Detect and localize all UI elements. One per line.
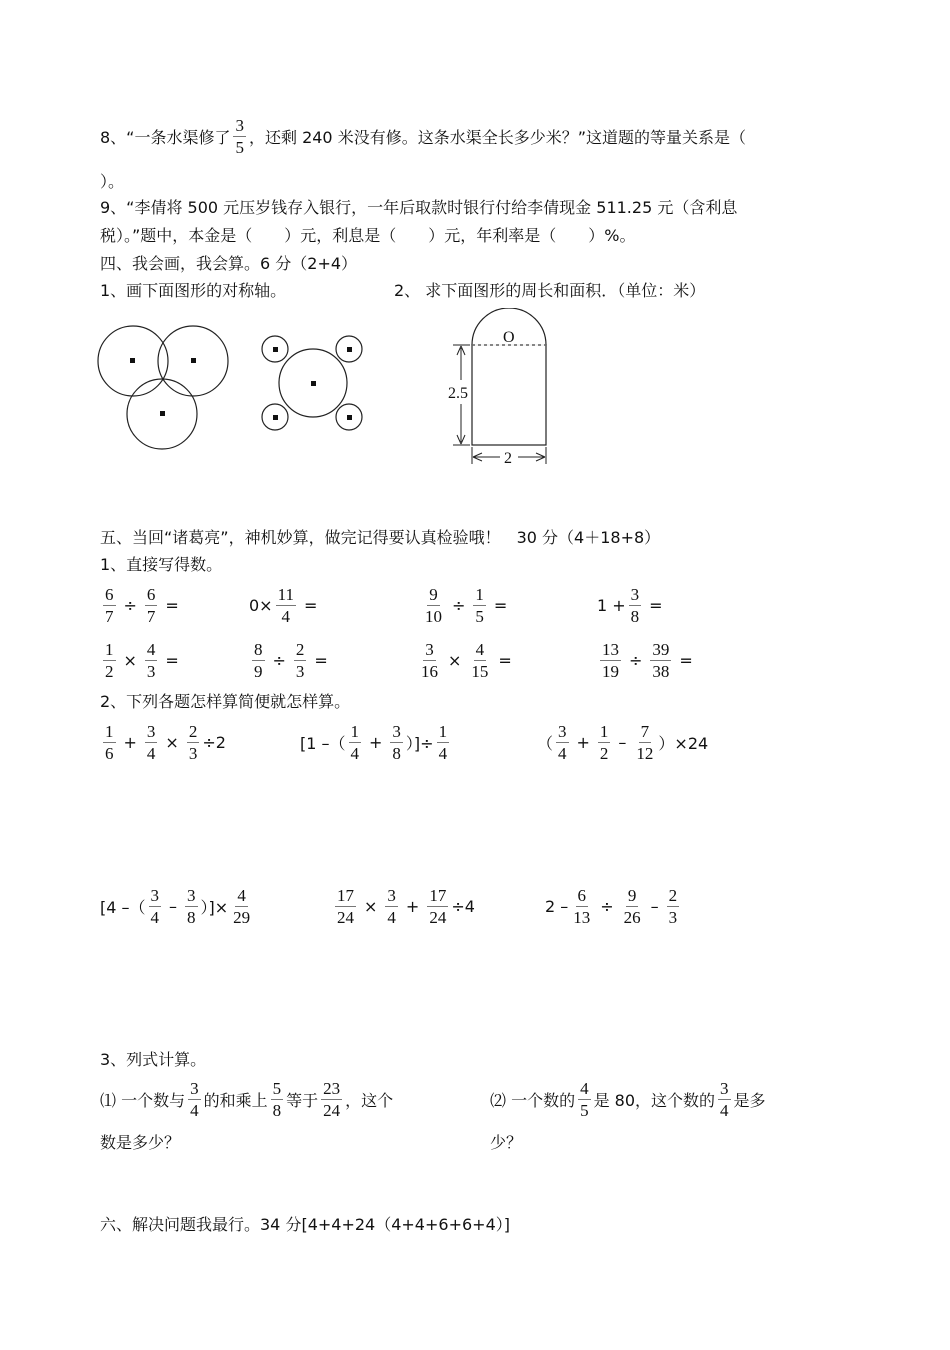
part1-title: 1、直接写得数。 [100, 555, 223, 574]
q8-fraction: 3 5 [235, 116, 244, 157]
width-label: 2 [504, 450, 512, 467]
section6-title: 六、解决问题我最行。34 分[4+4+24（4+4+6+6+4）] [100, 1215, 510, 1234]
center-label: O [503, 329, 515, 346]
three-circles-figure [90, 318, 240, 458]
rectangle-semicircle-figure [440, 308, 560, 473]
five-circles-figure [258, 332, 368, 436]
calc-f: $\frac{8}{9}$ ÷ $\frac{2}{3}$ = [254, 640, 328, 681]
q9-line1: 9、“李倩将 500 元压岁钱存入银行，一年后取款时银行付给李倩现金 511.25 元（含利息 [100, 198, 738, 217]
height-label: 2.5 [448, 385, 468, 402]
simplify-e4: [4 –（ 3 4 – 3 8 ）]× $\frac{4}{29}$ [100, 886, 251, 927]
calc-a: $\frac{6}{7}$ ÷ $\frac{6}{7}$ = [105, 585, 179, 626]
word-problem-1: ⑴ 一个数与 3 4 的和乘上 5 8 等于 23 24 ，这个 [100, 1079, 394, 1120]
section4-item2: 2、 求下面图形的周长和面积．（单位：米） [394, 281, 706, 300]
q8-text-before: 8、“一条水渠修了 [100, 128, 231, 147]
q8-line2: ）。 [100, 172, 125, 191]
q8-text-after: ，还剩 240 米没有修。这条水渠全长多少米？”这道题的等量关系是（ [248, 128, 746, 147]
word-problem-2: ⑵ 一个数的 4 5 是 80，这个数的 3 4 是多 [490, 1079, 766, 1120]
q9-line2: 税）。”题中，本金是（ ）元，利息是（ ）元，年利率是（ ）%。 [100, 226, 636, 245]
calc-h: $\frac{13}{19}$ ÷ $\frac{39}{38}$ = [602, 640, 693, 681]
word-problem-2-line2: 少？ [490, 1133, 523, 1152]
simplify-e1: 1 6 + $\frac{3}{4}$ × $\frac{2}{3}$ ÷2 [105, 722, 226, 763]
part3-title: 3、列式计算。 [100, 1050, 207, 1069]
calc-c: $\frac{9}{10}$ ÷ $\frac{1}{5}$ = [425, 585, 508, 626]
calc-d: 1 + $\frac{3}{8}$ = [597, 585, 663, 626]
calc-e: $\frac{1}{2}$ × $\frac{4}{3}$ = [105, 640, 179, 681]
simplify-e5: $\frac{17}{24}$ × $\frac{3}{4}$ + $\frac{17}{24}$ ÷4 [337, 886, 475, 927]
part2-title: 2、下列各题怎样算简便就怎样算。 [100, 692, 351, 711]
question-8 [100, 116, 746, 157]
simplify-e6: 2 – $\frac{6}{13}$ ÷ $\frac{9}{26}$ – 2 3 [545, 886, 678, 927]
section4-title: 四、我会画，我会算。6 分（2+4） [100, 254, 358, 273]
section4-item1: 1、画下面图形的对称轴。 [100, 281, 287, 300]
calc-b: 0× $\frac{11}{4}$ = [249, 585, 318, 626]
calc-g: $\frac{3}{16}$ × $\frac{4}{15}$ = [421, 640, 512, 681]
simplify-e3: （ 3 4 + $\frac{1}{2}$ – 7 12 ）×24 [537, 722, 709, 763]
word-problem-1-line2: 数是多少？ [100, 1133, 181, 1152]
section5-title: 五、当回“诸葛亮”，神机妙算，做完记得要认真检验哦！ 30 分（4＋18+8） [100, 528, 661, 547]
simplify-e2: [1 –（ 1 4 + $\frac{3}{8}$ ）]÷ $\frac{1}{4}$ [300, 722, 448, 763]
